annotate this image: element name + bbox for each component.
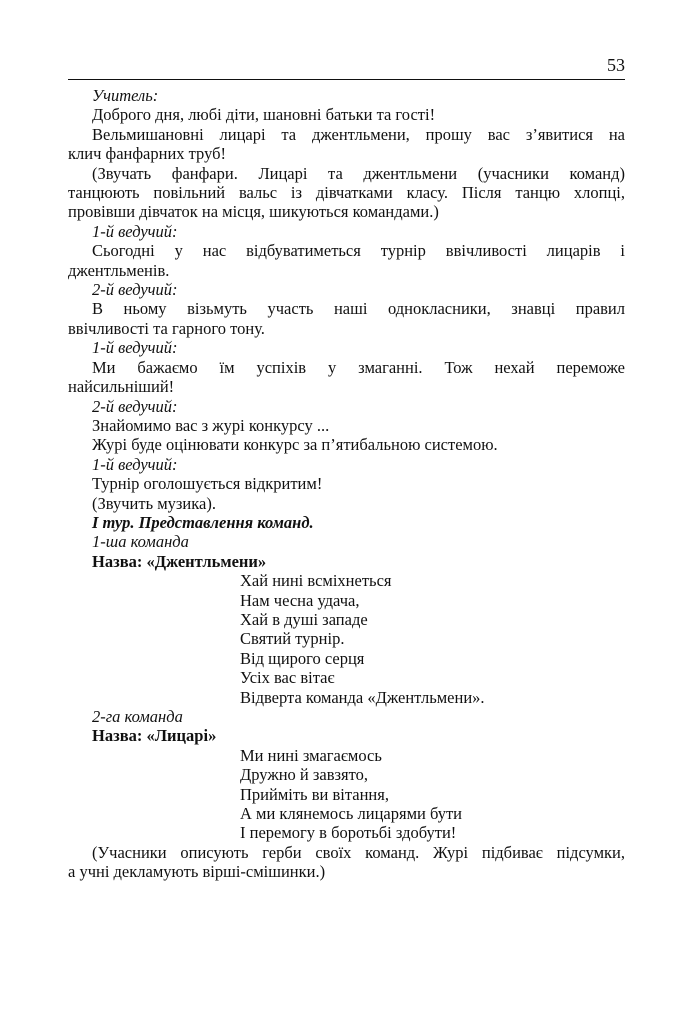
verse-line: Ми нині змагаємось: [240, 745, 382, 765]
verse-line: Відверта команда «Джентльмени».: [240, 687, 485, 707]
stage-direction-line: (Учасники описують герби своїх команд. Журі підбиває підсумки,: [92, 842, 625, 862]
verse-line: Хай в душі западе: [240, 609, 368, 629]
text-line: Вельмишановні лицарі та джентльмени, прошу вас з’явитися на: [92, 124, 625, 144]
verse-line: І перемогу в боротьбі здобути!: [240, 823, 457, 843]
speaker-label: 2-й ведучий:: [92, 396, 178, 416]
stage-direction-line: провівши дівчаток на місця, шикуються командами.): [68, 202, 439, 222]
verse-line: А ми клянемось лицарями бути: [240, 804, 463, 824]
verse-line: Святий турнір.: [240, 629, 345, 649]
speaker-label: 1-й ведучий:: [92, 221, 178, 241]
header-rule: [68, 79, 625, 80]
text-line: Доброго дня, любі діти, шановні батьки та гості!: [92, 105, 436, 125]
stage-direction-line: танцюють повільний вальс із дівчатками класу. Після танцю хлопці,: [68, 183, 625, 203]
speaker-label: 2-й ведучий:: [92, 280, 178, 300]
verse-line: Прийміть ви вітання,: [240, 784, 389, 804]
text-line: Турнір оголошується відкритим!: [92, 474, 323, 494]
verse-line: Усіх вас вітає: [240, 668, 335, 688]
stage-direction-line: (Звучать фанфари. Лицарі та джентльмени (учасники команд): [92, 163, 625, 183]
team-label: 1-ша команда: [92, 532, 189, 552]
text-line: Ми бажаємо їм успіхів у змаганні. Тож нехай переможе: [92, 357, 625, 377]
page-body: [68, 86, 625, 882]
text-line: В ньому візьмуть участь наші однокласники, знавці правил: [92, 299, 625, 319]
page-number: 53: [607, 55, 625, 75]
text-line: джентльменів.: [68, 260, 170, 280]
stage-direction-line: а учні декламують вірші-смішинки.): [68, 862, 326, 882]
team-name: Назва: «Лицарі»: [92, 726, 217, 746]
team-name: Назва: «Джентльмени»: [92, 551, 267, 571]
text-line: (Звучить музика).: [92, 493, 216, 513]
text-line: Журі буде оцінювати конкурс за п’ятибальною системою.: [92, 435, 498, 455]
speaker-label: Учитель:: [92, 86, 159, 105]
text-line: клич фанфарних труб!: [68, 144, 227, 164]
team-label: 2-га команда: [92, 707, 183, 726]
speaker-label: 1-й ведучий:: [92, 454, 178, 474]
verse-line: Нам чесна удача,: [240, 590, 360, 610]
verse-line: Хай нині всміхнеться: [240, 571, 392, 591]
text-line: Сьогодні у нас відбуватиметься турнір ввічливості лицарів і: [92, 241, 625, 261]
text-line: Знайомимо вас з журі конкурсу ...: [92, 415, 330, 435]
verse-line: Дружно й завзято,: [240, 765, 368, 785]
section-heading: І тур. Представлення команд.: [92, 512, 314, 532]
text-line: найсильніший!: [68, 377, 175, 397]
text-line: ввічливості та гарного тону.: [68, 318, 265, 338]
verse-line: Від щирого серця: [240, 648, 365, 668]
speaker-label: 1-й ведучий:: [92, 338, 178, 358]
